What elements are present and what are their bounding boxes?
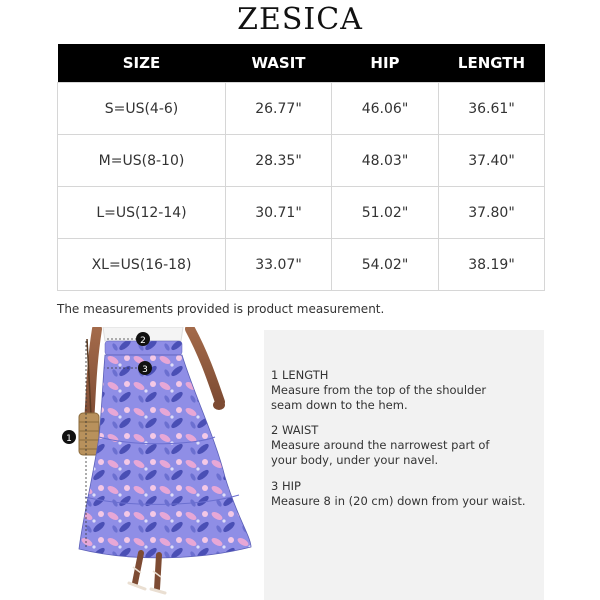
cell-waist: 26.77"	[226, 83, 332, 135]
table-row	[58, 83, 545, 135]
cell-waist: 33.07"	[226, 239, 332, 291]
brand-logo: ZESICA	[237, 2, 363, 37]
marker-waist	[136, 332, 150, 346]
table-header-row	[58, 44, 545, 83]
marker-length	[62, 430, 76, 444]
svg-text:2: 2	[140, 336, 146, 346]
guide-waist-desc-2: your body, under your navel.	[271, 453, 439, 467]
cell-length: 37.80"	[439, 187, 545, 239]
guide-hip	[271, 479, 526, 509]
guide-waist-desc-1: Measure around the narrowest part of	[271, 438, 490, 452]
model-illustration	[55, 327, 260, 595]
cell-waist: 28.35"	[226, 135, 332, 187]
cell-size: S=US(4-6)	[58, 83, 226, 135]
guide-length-desc-2: seam down to the hem.	[271, 398, 408, 412]
guide-length-desc-1: Measure from the top of the shoulder	[271, 383, 487, 397]
cell-hip: 48.03"	[332, 135, 439, 187]
cell-hip: 51.02"	[332, 187, 439, 239]
cell-size: L=US(12-14)	[58, 187, 226, 239]
table-row	[58, 187, 545, 239]
guide-length	[271, 368, 486, 413]
header-size: SIZE	[58, 44, 226, 83]
cell-waist: 30.71"	[226, 187, 332, 239]
header-length: LENGTH	[439, 44, 545, 83]
size-chart-table	[57, 44, 545, 291]
guide-hip-title: 3 HIP	[271, 479, 301, 493]
header-hip: HIP	[332, 44, 439, 83]
marker-hip	[138, 361, 152, 375]
measurement-note: The measurements provided is product measurement.	[57, 302, 385, 316]
cell-hip: 54.02"	[332, 239, 439, 291]
svg-text:3: 3	[142, 365, 148, 375]
cell-hip: 46.06"	[332, 83, 439, 135]
table-row	[58, 135, 545, 187]
cell-size: XL=US(16-18)	[58, 239, 226, 291]
header-waist: WASIT	[226, 44, 332, 83]
cell-length: 37.40"	[439, 135, 545, 187]
guide-waist-title: 2 WAIST	[271, 423, 319, 437]
cell-size: M=US(8-10)	[58, 135, 226, 187]
guide-length-title: 1 LENGTH	[271, 368, 329, 382]
guide-waist	[271, 423, 489, 468]
table-row	[58, 239, 545, 291]
cell-length: 38.19"	[439, 239, 545, 291]
guide-hip-desc-1: Measure 8 in (20 cm) down from your waist.	[271, 494, 526, 508]
cell-length: 36.61"	[439, 83, 545, 135]
measurement-guide-panel	[264, 330, 544, 600]
svg-text:1: 1	[66, 434, 72, 444]
